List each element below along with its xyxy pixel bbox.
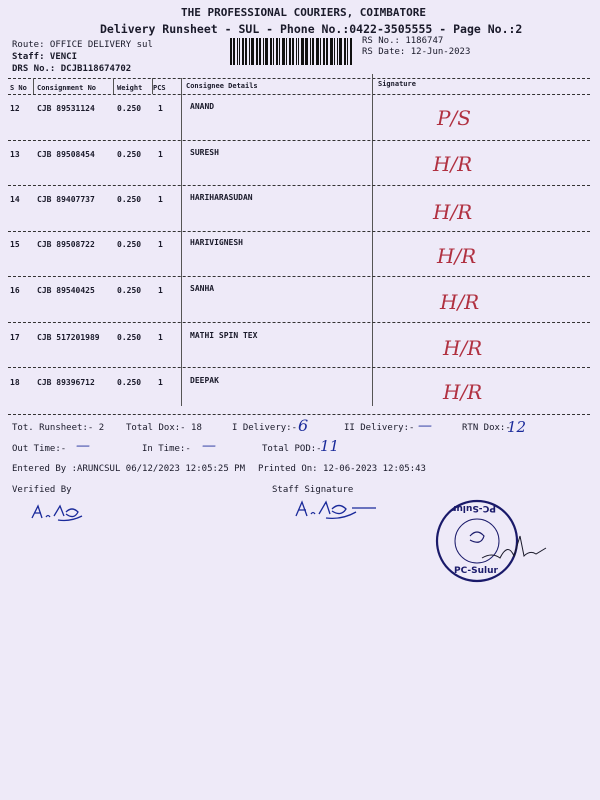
row-consignment: CJB 89508454 (37, 150, 95, 159)
row-signature: H/R (433, 200, 473, 224)
barcode (230, 38, 355, 65)
row-signature: H/R (443, 380, 483, 404)
company-name: THE PROFESSIONAL COURIERS, COIMBATORE (181, 6, 427, 19)
row-consignment: CJB 89540425 (37, 286, 95, 295)
row-sno: 13 (10, 150, 20, 159)
row-weight: 0.250 (117, 195, 142, 204)
staff-signature (292, 496, 378, 522)
row-weight: 0.250 (117, 378, 142, 387)
col-header-pcs: PCS (153, 84, 166, 92)
row-consignment: CJB 89531124 (37, 104, 95, 113)
barcode-bar (296, 38, 297, 65)
barcode-bar (279, 38, 280, 65)
total-pod-value: 11 (320, 437, 340, 455)
row-weight: 0.250 (117, 150, 142, 159)
barcode-bar (320, 38, 321, 65)
barcode-bar (323, 38, 325, 65)
barcode-bar (334, 38, 335, 65)
row-pcs: 1 (158, 150, 163, 159)
row-weight: 0.250 (117, 240, 142, 249)
row-pcs: 1 (158, 333, 163, 342)
row-rule (8, 276, 590, 277)
i-delivery-label: I Delivery:- (232, 423, 298, 433)
barcode-bar (237, 38, 238, 65)
row-pcs: 1 (158, 240, 163, 249)
row-sno: 17 (10, 333, 20, 342)
ii-delivery-value: — (418, 418, 432, 434)
barcode-bar (337, 38, 338, 65)
barcode-bar (305, 38, 308, 65)
barcode-bar (239, 38, 240, 65)
barcode-bar (310, 38, 311, 65)
total-pod-label: Total POD:- (262, 444, 322, 454)
barcode-bar (245, 38, 247, 65)
barcode-bar (270, 38, 272, 65)
out-time-label: Out Time:- (12, 444, 67, 454)
barcode-bar (326, 38, 328, 65)
row-signature: P/S (437, 106, 471, 130)
row-signature: H/R (437, 244, 477, 268)
barcode-bar (292, 38, 294, 65)
row-consignment: CJB 517201989 (37, 333, 100, 342)
stamp-signature (480, 530, 548, 564)
col-header-weight: Weight (117, 84, 143, 92)
total-dox: Total Dox:- 18 (126, 423, 202, 433)
row-weight: 0.250 (117, 286, 142, 295)
i-delivery-value: 6 (298, 416, 309, 435)
barcode-bar (251, 38, 254, 65)
row-consignee: SANHA (190, 284, 215, 293)
table-top-rule (8, 78, 590, 79)
barcode-bar (230, 38, 232, 65)
staff-signature-label: Staff Signature (272, 485, 354, 495)
row-consignee: SURESH (190, 148, 219, 157)
barcode-bar (249, 38, 250, 65)
row-weight: 0.250 (117, 104, 142, 113)
barcode-bar (282, 38, 285, 65)
col-header-signature: Signature (378, 80, 416, 88)
verified-by-label: Verified By (12, 485, 72, 495)
header-bottom-rule (8, 94, 590, 95)
col-divider (372, 74, 373, 406)
row-pcs: 1 (158, 378, 163, 387)
route: Route: OFFICE DELIVERY sul (12, 40, 153, 50)
row-rule (8, 367, 590, 368)
col-header-consignee: Consignee Details (186, 82, 258, 90)
verifier-signature (28, 502, 88, 524)
row-sno: 18 (10, 378, 20, 387)
row-consignee: ANAND (190, 102, 215, 111)
row-pcs: 1 (158, 104, 163, 113)
row-consignee: DEEPAK (190, 376, 219, 385)
ii-delivery-label: II Delivery:- (344, 423, 415, 433)
rtn-dox-value: 12 (507, 418, 527, 436)
row-rule (8, 185, 590, 186)
barcode-bar (263, 38, 264, 65)
printed-on: Printed On: 12-06-2023 12:05:43 (258, 464, 426, 474)
in-time-label: In Time:- (142, 444, 191, 454)
barcode-bar (316, 38, 319, 65)
rs-number: RS No.: 1186747 (362, 36, 444, 46)
barcode-bar (350, 38, 352, 65)
row-rule (8, 322, 590, 323)
row-rule (8, 414, 590, 415)
in-time-value: — (202, 438, 216, 454)
rtn-dox-label: RTN Dox:- (462, 423, 511, 433)
row-consignee: HARIVIGNESH (190, 238, 243, 247)
row-signature: H/R (440, 290, 480, 314)
barcode-bar (242, 38, 244, 65)
barcode-bar (344, 38, 346, 65)
barcode-bar (286, 38, 287, 65)
col-divider (181, 78, 182, 406)
row-rule (8, 140, 590, 141)
barcode-bar (330, 38, 333, 65)
barcode-bar (312, 38, 314, 65)
row-signature: H/R (433, 152, 473, 176)
rs-date: RS Date: 12-Jun-2023 (362, 47, 471, 57)
row-consignment: CJB 89407737 (37, 195, 95, 204)
row-sno: 15 (10, 240, 20, 249)
barcode-bar (301, 38, 304, 65)
barcode-bar (259, 38, 261, 65)
barcode-bar (273, 38, 274, 65)
stamp-text-top: PC-Sulur (452, 503, 496, 513)
col-header-consignment: Consignment No (37, 84, 97, 92)
drs-number: DRS No.: DCJB118674702 (12, 64, 132, 74)
col-header-sno: S No (10, 84, 27, 92)
col-divider (113, 78, 114, 94)
row-pcs: 1 (158, 286, 163, 295)
row-pcs: 1 (158, 195, 163, 204)
barcode-bar (265, 38, 268, 65)
row-consignee: HARIHARASUDAN (190, 193, 253, 202)
stamp-text-bottom: PC-Sulur (454, 566, 498, 576)
row-sno: 12 (10, 104, 20, 113)
row-consignee: MATHI SPIN TEX (190, 331, 258, 340)
row-sno: 14 (10, 195, 20, 204)
barcode-bar (339, 38, 342, 65)
barcode-bar (289, 38, 291, 65)
barcode-bar (256, 38, 258, 65)
row-rule (8, 231, 590, 232)
staff: Staff: VENCI (12, 52, 78, 62)
row-consignment: CJB 89396712 (37, 378, 95, 387)
col-divider (33, 78, 34, 94)
out-time-value: — (76, 438, 90, 454)
tot-runsheet: Tot. Runsheet:- 2 (12, 423, 105, 433)
entered-by: Entered By :ARUNCSUL 06/12/2023 12:05:25 PM (12, 464, 245, 474)
row-consignment: CJB 89508722 (37, 240, 95, 249)
row-weight: 0.250 (117, 333, 142, 342)
barcode-bar (347, 38, 348, 65)
runsheet-title: Delivery Runsheet - SUL - Phone No.:0422-3505555 - Page No.:2 (100, 22, 523, 36)
row-signature: H/R (443, 336, 483, 360)
barcode-bar (276, 38, 278, 65)
barcode-bar (298, 38, 299, 65)
row-sno: 16 (10, 286, 20, 295)
barcode-bar (233, 38, 235, 65)
